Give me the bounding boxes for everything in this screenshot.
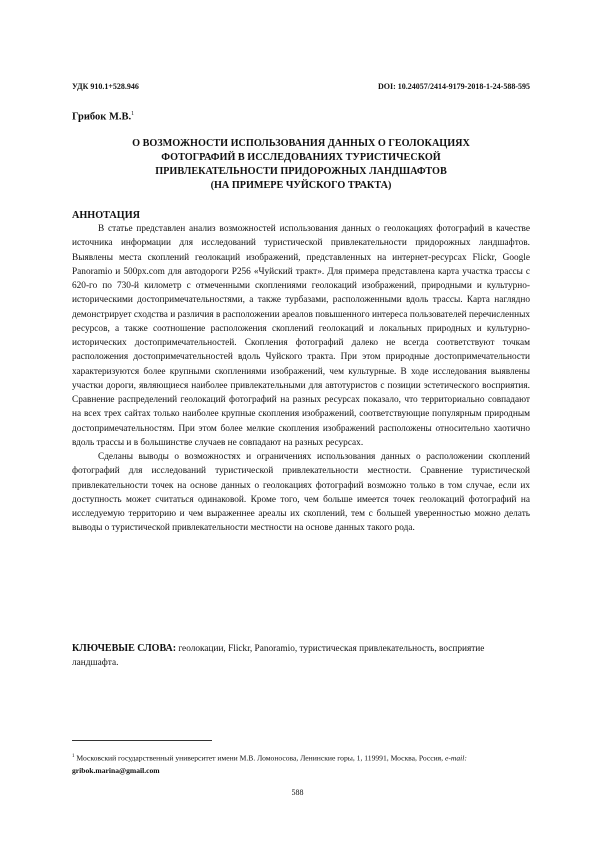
footnote-affiliation: Московский государственный университет имени М.В. Ломоносова, Ленинские горы, 1, 119991, Москва, Россия, xyxy=(74,753,445,763)
author-footnote-mark: 1 xyxy=(131,111,135,117)
author-name: Грибок М.В. xyxy=(72,111,132,123)
paper-title xyxy=(72,137,530,193)
title-line: (НА ПРИМЕРЕ ЧУЙСКОГО ТРАКТА) xyxy=(210,180,392,191)
abstract-paragraph: Сделаны выводы о возможностях и ограничениях использования данных о расположении скоплений фотографий для исследований туристической привлекательности местности. Сравнение туристической привлекательности точек на основе данных о геолокациях фотографий возможно только в том случае, если их доступность может считаться одинаковой. Кроме того, чем больше имеется точек геолокаций фотографий на исследуемую территорию и чем выраженнее ареалы их скоплений, тем с большей уверенностью можно делать выводы о туристической привлекательности местности на основе данных такого рода. xyxy=(72,452,530,534)
header-row xyxy=(72,82,530,91)
title-line: О ВОЗМОЖНОСТИ ИСПОЛЬЗОВАНИЯ ДАННЫХ О ГЕОЛОКАЦИЯХ xyxy=(132,138,470,149)
abstract-heading: АННОТАЦИЯ xyxy=(72,210,140,221)
keywords xyxy=(72,642,530,670)
page-number: 588 xyxy=(291,788,304,797)
abstract-paragraph: В статье представлен анализ возможностей использования данных о геолокациях фотографий в качестве источника информации для исследований туристической привлекательности придорожных ландшафтов. Выявлены места скоплений геолокаций изображений, представленных на интернет-ресурсах Flickr, Google Panoramio и 500px.com для автодороги Р256 «Чуйский тракт». Для примера представлена карта участка трассы с 620-го по 730-й километр с отмеченными скоплениями геолокаций изображений, природными и культурно-историческими достопримечательностями, а также турбазами, расположенными вдоль трассы. Карта наглядно демонстрирует сходства и различия в расположении ареалов повышенного интереса пользователей перечисленных ресурсов, а также соотношение расположения скоплений геолокаций и локальных природных и культурно-исторических достопримечательностей. Скопления фотографий далеко не всегда соответствуют точкам расположения достопримечательностей вдоль Чуйского тракта. При этом природные достопримечательности характеризуются более крупными скоплениями изображений, чем культурные. В ходе исследования выявлены участки дороги, являющиеся наиболее привлекательными для автотуристов с позиции эстетического восприятия. Сравнение распределений геолокаций фотографий на разных ресурсах показало, что территориально совпадают на всех трех сайтах только наиболее крупные скопления изображений, соответствующие популярным природным достопримечательностям. При этом более мелкие скопления изображений расположены относительно хаотично вдоль трассы и в большинстве случаев не совпадают на разных ресурсах. xyxy=(72,224,530,448)
keywords-label: КЛЮЧЕВЫЕ СЛОВА: xyxy=(72,643,177,654)
abstract-body xyxy=(72,222,530,536)
title-line: ФОТОГРАФИЙ В ИССЛЕДОВАНИЯХ ТУРИСТИЧЕСКОЙ xyxy=(161,152,441,163)
udk-code: УДК 910.1+528.946 xyxy=(72,82,139,91)
keywords-text: геолокации, Flickr, Panoramio, туристическая привлекательность, восприятие ландшафта. xyxy=(72,644,485,668)
email-label: e-mail: xyxy=(444,753,467,763)
doi: DOI: 10.24057/2414-9179-2018-1-24-588-595 xyxy=(378,82,530,91)
author-line xyxy=(72,111,134,123)
title-line: ПРИВЛЕКАТЕЛЬНОСТИ ПРИДОРОЖНЫХ ЛАНДШАФТОВ xyxy=(155,166,447,177)
footnote xyxy=(72,751,530,777)
footnote-mark: 1 xyxy=(72,754,75,759)
email-address: gribok.marina@gmail.com xyxy=(72,765,160,775)
footnote-divider xyxy=(72,740,212,741)
